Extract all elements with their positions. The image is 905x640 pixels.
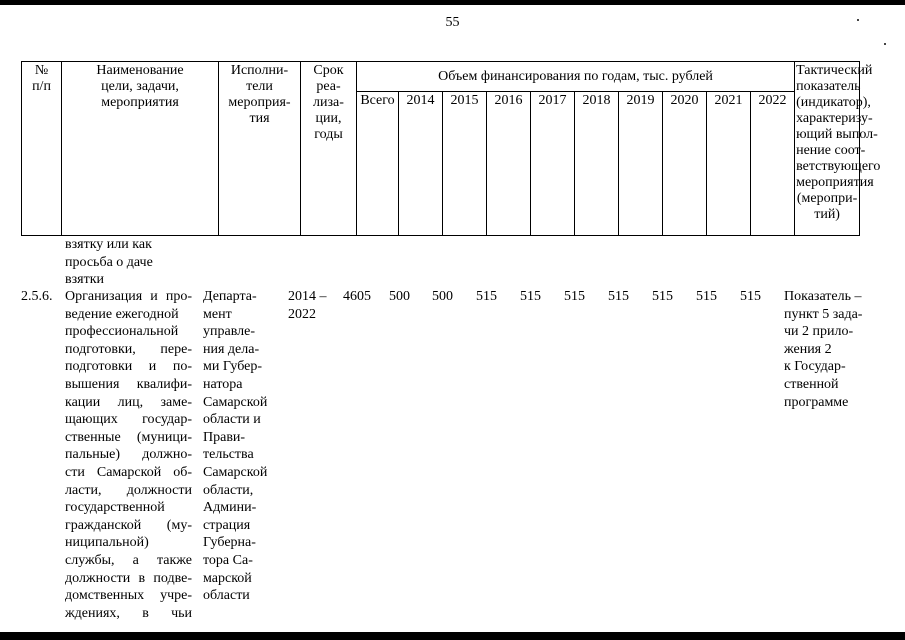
header-indicator-line: характеризу- <box>796 111 873 126</box>
header-indicator-line: тий) <box>814 207 840 222</box>
row-term <box>288 288 327 323</box>
header-total: Всего <box>357 92 399 236</box>
row-executor-line: тора Са- <box>203 552 253 568</box>
row-indicator-line: пункт 5 зада- <box>784 306 863 322</box>
header-name-line: Наименование <box>96 63 184 78</box>
header-name-line: цели, задачи, <box>101 79 179 94</box>
row-name-line: ведение ежегодной <box>65 306 179 322</box>
row-name-line: профессиональной <box>65 324 179 340</box>
page-number: 55 <box>445 15 460 30</box>
row-executor-line: ми Губер- <box>203 359 263 375</box>
row-name-line: государственной <box>65 500 165 516</box>
row-year-value: 515 <box>476 289 497 304</box>
row-name-line: подготовки и по- <box>65 359 192 375</box>
row-name-line: гражданской (му- <box>65 517 192 533</box>
header-name <box>62 62 219 236</box>
header-term-line: Срок <box>313 63 344 78</box>
row-year-value: 515 <box>608 289 629 304</box>
header-term-line: годы <box>314 127 343 142</box>
row-executor-line: области, <box>203 482 254 498</box>
row-name-line: вышения квалифи- <box>65 376 192 392</box>
header-indicator-line: нение соот- <box>796 143 866 158</box>
row-name-line: ниципальной) <box>65 535 149 551</box>
header-indicator-line: показатель <box>796 79 861 94</box>
row-executor-line: марской <box>203 570 252 586</box>
row-indicator-line: ственной <box>784 376 839 392</box>
row-executor-line: натора <box>203 376 243 392</box>
header-number-line: п/п <box>32 79 51 94</box>
row-term-line: 2022 <box>288 306 316 322</box>
header-year-2017: 2017 <box>531 92 575 236</box>
header-year-2021: 2021 <box>707 92 751 236</box>
header-term <box>301 62 357 236</box>
scan-speck <box>857 19 859 21</box>
header-term-line: реа- <box>316 79 341 94</box>
header-year-2022: 2022 <box>751 92 795 236</box>
row-name-line: сти Самарской об- <box>65 464 192 480</box>
row-year-value: 515 <box>652 289 673 304</box>
row-executor-line: ния дела- <box>203 341 260 357</box>
header-executor-line: Исполни- <box>230 63 289 78</box>
row-indicator-line: жения 2 <box>784 341 832 357</box>
row-name-line: службы, а также <box>65 552 192 568</box>
continuation-line: просьба о даче <box>65 254 153 270</box>
header-funding: Объем финансирования по годам, тыс. рублей <box>357 62 795 92</box>
header-indicator-line: (индикатор), <box>796 95 871 110</box>
row-executor-line: Департа- <box>203 289 257 304</box>
scan-speck <box>884 43 886 45</box>
row-executor-line: мент <box>203 306 232 322</box>
row-name <box>65 288 192 622</box>
row-executor-line: Прави- <box>203 429 246 445</box>
row-executor <box>203 288 267 605</box>
top-border <box>0 0 905 5</box>
row-year-value: 515 <box>740 289 761 304</box>
row-executor-line: области <box>203 588 250 604</box>
header-indicator-line: ющий выпол- <box>796 127 878 142</box>
bottom-border <box>0 632 905 640</box>
header-year-2020: 2020 <box>663 92 707 236</box>
continuation-line: взятку или как <box>65 237 152 252</box>
header-indicator-line: (меропри- <box>796 191 858 206</box>
header-number <box>22 62 62 236</box>
header-year-2016: 2016 <box>487 92 531 236</box>
row-executor-line: Губерна- <box>203 535 256 551</box>
row-year-value: 515 <box>696 289 717 304</box>
row-indicator-line: к Государ- <box>784 359 846 375</box>
row-executor-line: Админи- <box>203 500 257 516</box>
header-indicator-line: мероприятия <box>796 175 874 190</box>
header-executor <box>219 62 301 236</box>
row-executor-line: страция <box>203 517 251 533</box>
row-year-value: 515 <box>564 289 585 304</box>
row-executor-line: Самарской <box>203 394 268 410</box>
header-year-2018: 2018 <box>575 92 619 236</box>
row-indicator <box>784 288 862 411</box>
row-number: 2.5.6. <box>21 289 53 304</box>
header-executor-line: тия <box>249 111 270 126</box>
row-name-line: домственных учре- <box>65 588 192 604</box>
row-name-line: Организация и про- <box>65 289 192 304</box>
header-indicator <box>795 62 881 236</box>
row-name-line: пальные) должно- <box>65 447 192 463</box>
row-total: 4605 <box>343 289 371 304</box>
row-executor-line: области и <box>203 412 261 428</box>
row-executor-line: управле- <box>203 324 255 340</box>
row-name-line: щающих государ- <box>65 412 192 428</box>
header-year-2019: 2019 <box>619 92 663 236</box>
header-year-2014: 2014 <box>399 92 443 236</box>
row-year-value: 500 <box>432 289 453 304</box>
header-executor-line: мероприя- <box>228 95 291 110</box>
header-indicator-line: Тактический <box>796 63 873 78</box>
row-indicator-line: программе <box>784 394 849 410</box>
row-executor-line: Самарской <box>203 464 268 480</box>
row-term-line: 2014 – <box>288 289 327 304</box>
row-indicator-line: Показатель – <box>784 289 862 304</box>
header-term-line: лиза- <box>313 95 344 110</box>
header-name-line: мероприятия <box>101 95 179 110</box>
row-name-line: ждениях, в чьи <box>65 605 192 621</box>
row-year-value: 500 <box>389 289 410 304</box>
row-indicator-line: чи 2 прило- <box>784 324 854 340</box>
row-name-line: ласти, должности <box>65 482 192 498</box>
header-term-line: ции, <box>315 111 342 126</box>
row-name-line: подготовки, пере- <box>65 341 192 357</box>
row-year-value: 515 <box>520 289 541 304</box>
header-year-2015: 2015 <box>443 92 487 236</box>
row-name-line: ственные (муници- <box>65 429 192 445</box>
header-indicator-line: ветствующего <box>796 159 881 174</box>
continuation-line: взятки <box>65 272 104 288</box>
row-name-line: должности в подве- <box>65 570 192 586</box>
header-number-line: № <box>34 63 49 78</box>
header-executor-line: тели <box>246 79 273 94</box>
header-table <box>21 61 881 236</box>
row-name-line: кации лиц, заме- <box>65 394 192 410</box>
continuation-text <box>65 236 153 289</box>
row-executor-line: тельства <box>203 447 254 463</box>
